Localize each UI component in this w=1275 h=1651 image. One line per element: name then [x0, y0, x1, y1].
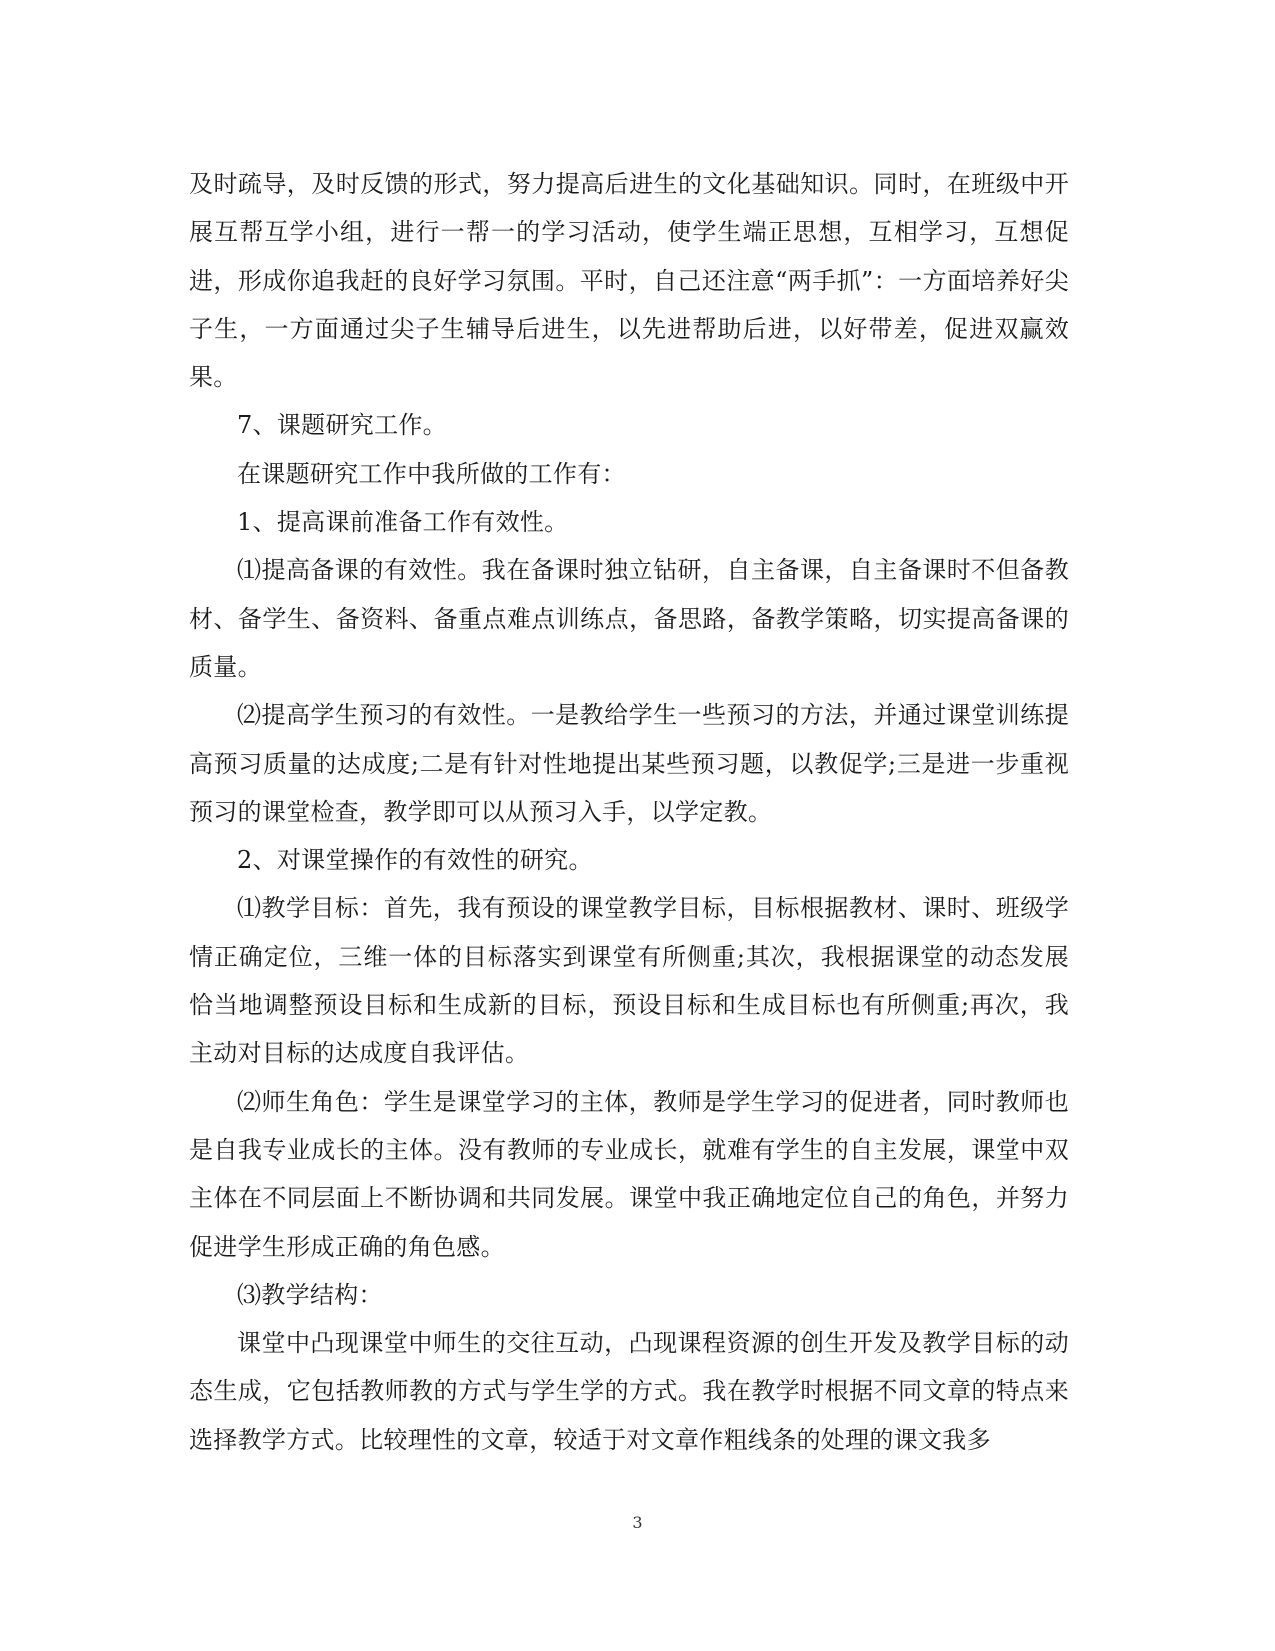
paragraph-intro: 在课题研究工作中我所做的工作有： [237, 459, 626, 488]
heading-teaching-structure: ⑶教学结构： [237, 1280, 383, 1309]
paragraph-roles: ⑵师生角色：学生是课堂学习的主体，教师是学生学习的促进者，同时教师也是自我专业成长的主体。没有教师的专业成长，就难有学生的自主发展，课堂中双主体在不同层面上不断协调和共同发展。课堂中我正确地定位自己的角色，并努力促进学生形成正确的角色感。 [189, 1087, 1069, 1261]
paragraph-lesson-prep: ⑴提高备课的有效性。我在备课时独立钻研，自主备课，自主备课时不但备教材、备学生、备资料、备重点难点训练点，备思路，备教学策略，切实提高备课的质量。 [189, 556, 1069, 681]
body-text [189, 160, 1069, 1464]
paragraph-continuation: 及时疏导，及时反馈的形式，努力提高后进生的文化基础知识。同时，在班级中开展互帮互学小组，进行一帮一的学习活动，使学生端正思想，互相学习，互想促进，形成你追我赶的良好学习氛围。平时，自己还注意“两手抓”：一方面培养好尖子生，一方面通过尖子生辅导后进生，以先进帮助后进，以好带差，促进双赢效果。 [189, 170, 1069, 392]
heading-research-work: 7、课题研究工作。 [237, 411, 447, 440]
paragraph-structure: 课堂中凸现课堂中师生的交往互动，凸现课程资源的创生开发及教学目标的动态生成，它包括教师教的方式与学生学的方式。我在教学时根据不同文章的特点来选择教学方式。比较理性的文章，较适于对文章作粗线条的处理的课文我多 [189, 1329, 1069, 1454]
paragraph-teaching-goals: ⑴教学目标：首先，我有预设的课堂教学目标，目标根据教材、课时、班级学情正确定位，三维一体的目标落实到课堂有所侧重;其次，我根据课堂的动态发展恰当地调整预设目标和生成新的目标，预设目标和生成目标也有所侧重;再次，我主动对目标的达成度自我评估。 [189, 894, 1069, 1068]
page-number: 3 [632, 1513, 643, 1532]
paragraph-preview: ⑵提高学生预习的有效性。一是教给学生一些预习的方法，并通过课堂训练提高预习质量的达成度;二是有针对性地提出某些预习题，以教促学;三是进一步重视预习的课堂检查，教学即可以从预习入手，以学定教。 [189, 701, 1069, 826]
heading-classroom-operation: 2、对课堂操作的有效性的研究。 [237, 846, 593, 875]
heading-preparation: 1、提高课前准备工作有效性。 [237, 508, 569, 537]
